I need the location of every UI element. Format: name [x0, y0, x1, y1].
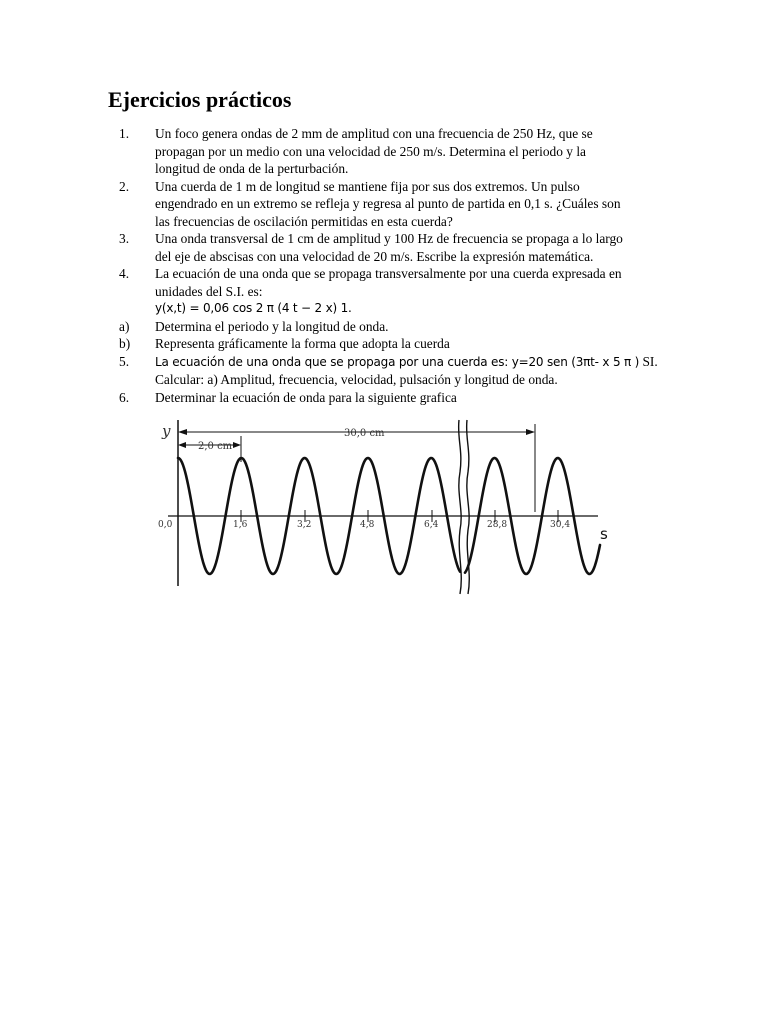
exercise-item [108, 389, 668, 407]
exercise-line: Una cuerda de 1 m de longitud se mantiene fija por sus dos extremos. Un pulso [155, 178, 580, 194]
exercise-number: 3. [119, 231, 130, 246]
page-title: Ejercicios prácticos [108, 87, 292, 112]
exercise-line: engendrado en un extremo se refleja y regresa al punto de partida en 0,1 s. ¿Cuáles son [155, 196, 621, 211]
exercise-item [108, 335, 668, 353]
dimension-label-short: 2,0 cm [198, 441, 233, 452]
exercise-item [108, 178, 668, 231]
exercise-item [108, 265, 668, 318]
y-axis-label: y [162, 422, 171, 440]
exercise-item [108, 353, 668, 389]
dimension-arrow-long-start [178, 429, 187, 435]
x-tick-label: 3,2 [297, 520, 312, 530]
tick-layer [158, 510, 570, 530]
x-tick-label: 6,4 [424, 520, 439, 530]
exercise-line: Determina el periodo y la longitud de onda. [155, 318, 389, 334]
x-tick-label: 28,8 [487, 520, 508, 530]
exercise-line: Determinar la ecuación de onda para la siguiente grafica [155, 389, 457, 405]
exercise-line: Una onda transversal de 1 cm de amplitud y 100 Hz de frecuencia se propaga a lo largo [155, 231, 623, 246]
exercise-list [108, 125, 668, 406]
exercise-line: las frecuencias de oscilación permitidas en esta cuerda? [155, 213, 453, 229]
exercise-line: Un foco genera ondas de 2 mm de amplitud con una frecuencia de 250 Hz, que se [155, 126, 593, 141]
x-tick-label: 4,8 [360, 520, 375, 530]
wave-plot [156, 418, 616, 596]
dimension-arrow-short-start [178, 442, 186, 448]
exercise-item [108, 125, 668, 178]
wave-figure [156, 418, 616, 596]
exercise-number: 5. [119, 353, 130, 369]
dimension-label-long: 30,0 cm [344, 428, 385, 439]
dimension-arrow-short-end [233, 442, 241, 448]
exercise-number: 6. [119, 389, 130, 405]
exercise-number: a) [119, 318, 130, 334]
x-tick-label: 30,4 [550, 520, 571, 530]
exercise-item [108, 318, 668, 336]
exercise-number: 1. [119, 126, 130, 141]
exercise-item [108, 230, 668, 265]
exercise-line: La ecuación de una onda que se propaga transversalmente por una cuerda expresada en [155, 266, 622, 281]
x-tick-label: 0,0 [158, 520, 173, 530]
exercise-line: longitud de onda de la perturbación. [155, 161, 349, 176]
exercise-line: del eje de abscisas con una velocidad de 20 m/s. Escribe la expresión matemática. [155, 248, 594, 264]
exercise-line: unidades del S.I. es: [155, 283, 263, 299]
exercise-equation-text: La ecuación de una onda que se propaga por una cuerda es: y=20 sen (3πt- x 5 π ) [155, 354, 640, 369]
exercise-number: 4. [119, 266, 130, 281]
x-axis-label: s [600, 525, 608, 543]
dimension-arrow-long-end [526, 429, 535, 435]
exercise-line: Representa gráficamente la forma que adopta la cuerda [155, 336, 450, 351]
x-tick-label: 1,6 [233, 520, 248, 530]
exercise-line: propagan por un medio con una velocidad de 250 m/s. Determina el periodo y la [155, 143, 586, 159]
exercise-line: Calcular: a) Amplitud, frecuencia, velocidad, pulsación y longitud de onda. [155, 372, 558, 387]
wave-equation: y(x,t) = 0,06 cos 2 π (4 t − 2 x) 1. [155, 301, 352, 315]
exercise-line [155, 353, 668, 372]
exercise-number: b) [119, 336, 131, 351]
exercise-number: 2. [119, 178, 130, 194]
exercise-line-end: SI. [639, 353, 658, 369]
